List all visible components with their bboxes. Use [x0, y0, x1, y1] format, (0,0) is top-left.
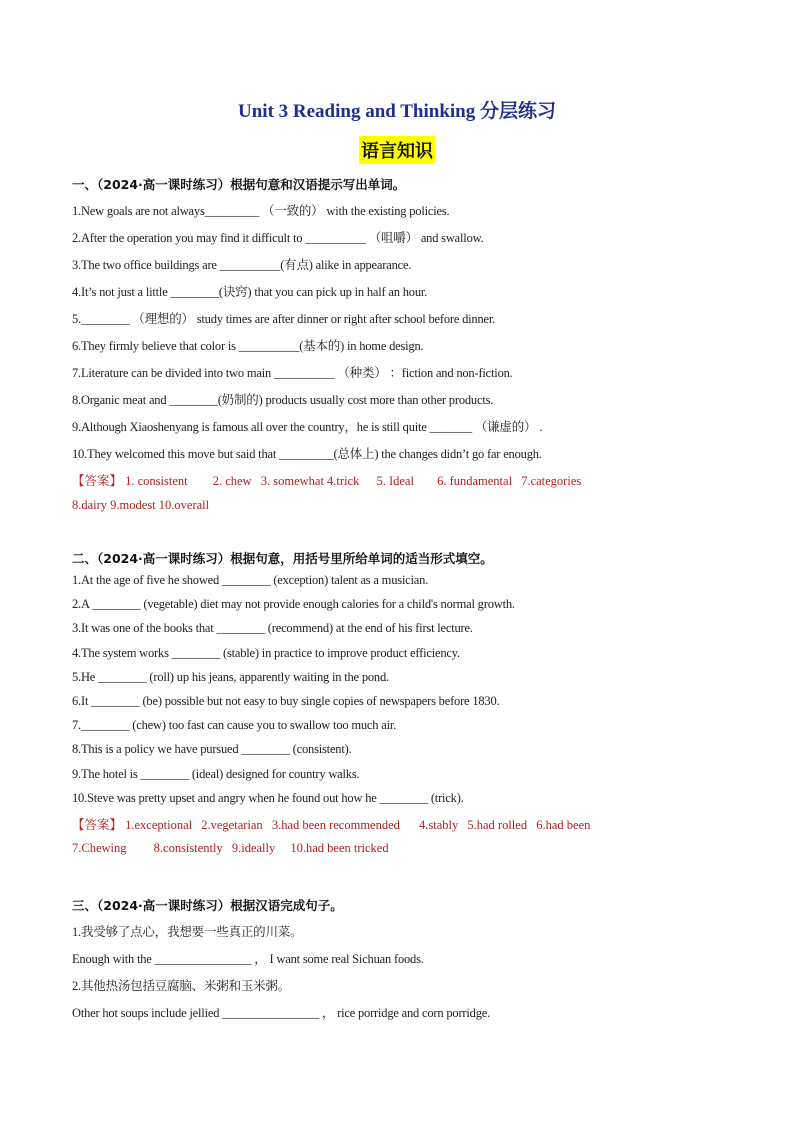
- exercise-item: 8.This is a policy we have pursued ________ (consistent).: [72, 742, 352, 757]
- answer-text: 8.dairy 9.modest 10.overall: [72, 498, 210, 512]
- exercise-item: 7.Literature can be divided into two main __________ （种类） ：fiction and non-fiction.: [72, 366, 513, 380]
- answer-text: 【答案】 1. consistent: [72, 474, 188, 488]
- exercise-item: 3.It was one of the books that ________ (recommend) at the end of his first lecture.: [72, 621, 473, 636]
- answer-key: [72, 498, 732, 525]
- answer-key: [72, 841, 732, 867]
- answer-key: [72, 815, 732, 841]
- exercise-item: 8.Organic meat and ________(奶制的) products usually cost more than other products.: [72, 393, 494, 407]
- answer-text: 8.consistently: [153, 840, 223, 855]
- section-translation: [72, 896, 732, 1030]
- section-subtitle: 语言知识: [359, 136, 435, 164]
- answer-text: 5. Ideal: [376, 474, 414, 488]
- page-title: Unit 3 Reading and Thinking 分层练习: [238, 101, 556, 122]
- section-heading: 三、（2024·高一课时练习）根据汉语完成句子。: [72, 898, 343, 913]
- answer-text: 6. fundamental: [437, 474, 513, 488]
- answer-text: 6.had been: [536, 817, 591, 832]
- answer-text: 9.ideally: [231, 840, 276, 855]
- exercise-item: Enough with the ________________ ， I want some real Sichuan foods.: [72, 952, 424, 966]
- exercise-item: 7.________ (chew) too fast can cause you to swallow too much air.: [72, 718, 397, 733]
- exercise-item: 9.Although Xiaoshenyang is famous all over the country，he is still quite _______ （谦虚的） .: [72, 420, 543, 434]
- exercise-item: 6.It ________ (be) possible but not easy to buy single copies of newspapers before 1830.: [72, 693, 500, 708]
- section-heading: 二、（2024·高一课时练习）根据句意，用括号里所给单词的适当形式填空。: [72, 551, 493, 566]
- section-word-forms: [72, 549, 732, 867]
- exercise-item: 2.其他热汤包括豆腐脑、米粥和玉米粥。: [72, 979, 291, 993]
- answer-text: 10.had been tricked: [290, 840, 389, 855]
- exercise-item: 2.After the operation you may find it difficult to __________ （咀嚼） and swallow.: [72, 231, 484, 245]
- answer-text: 5.had rolled: [467, 817, 528, 832]
- answer-text: 2. chew: [212, 474, 252, 488]
- subtitle-wrap: [0, 136, 794, 164]
- exercise-item: 1.At the age of five he showed ________ (exception) talent as a musician.: [72, 573, 429, 587]
- answer-text: 2.vegetarian: [201, 817, 263, 832]
- exercise-item: 1.New goals are not always_________ （一致的） with the existing policies.: [72, 204, 450, 218]
- exercise-item: 5.He ________ (roll) up his jeans, apparently waiting in the pond.: [72, 669, 389, 684]
- exercise-item: 10.Steve was pretty upset and angry when he found out how he ________ (trick).: [72, 790, 464, 805]
- exercise-item: 5.________ （理想的） study times are after dinner or right after school before dinner.: [72, 312, 496, 326]
- exercise-item: 10.They welcomed this move but said that _________(总体上) the changes didn’t go far enough.: [72, 447, 542, 461]
- answer-text: 3. somewhat 4.trick: [260, 474, 360, 488]
- exercise-item: 3.The two office buildings are __________(有点) alike in appearance.: [72, 258, 412, 272]
- exercise-item: 4.The system works ________ (stable) in practice to improve product efficiency.: [72, 645, 460, 660]
- exercise-item: 6.They firmly believe that color is __________(基本的) in home design.: [72, 339, 424, 353]
- answer-text: 7.Chewing: [72, 840, 127, 855]
- exercise-item: 1.我受够了点心，我想要一些真正的川菜。: [72, 925, 303, 939]
- answer-text: 【答案】 1.exceptional: [72, 817, 193, 832]
- exercise-item: 4.It’s not just a little ________(诀窍) that you can pick up in half an hour.: [72, 285, 428, 299]
- exercise-item: Other hot soups include jellied ________________ ， rice porridge and corn porridge.: [72, 1006, 491, 1020]
- answer-text: 7.categories: [521, 474, 582, 488]
- exercise-item: 9.The hotel is ________ (ideal) designed for country walks.: [72, 766, 360, 781]
- answer-text: 3.had been recommended: [271, 817, 400, 832]
- section-vocabulary-hints: [72, 175, 732, 525]
- exercise-item: 2.A ________ (vegetable) diet may not provide enough calories for a child's normal growth.: [72, 597, 515, 612]
- answer-text: 4.stably: [419, 817, 459, 832]
- answer-key: [72, 471, 732, 498]
- section-heading: 一、（2024·高一课时练习）根据句意和汉语提示写出单词。: [72, 177, 406, 192]
